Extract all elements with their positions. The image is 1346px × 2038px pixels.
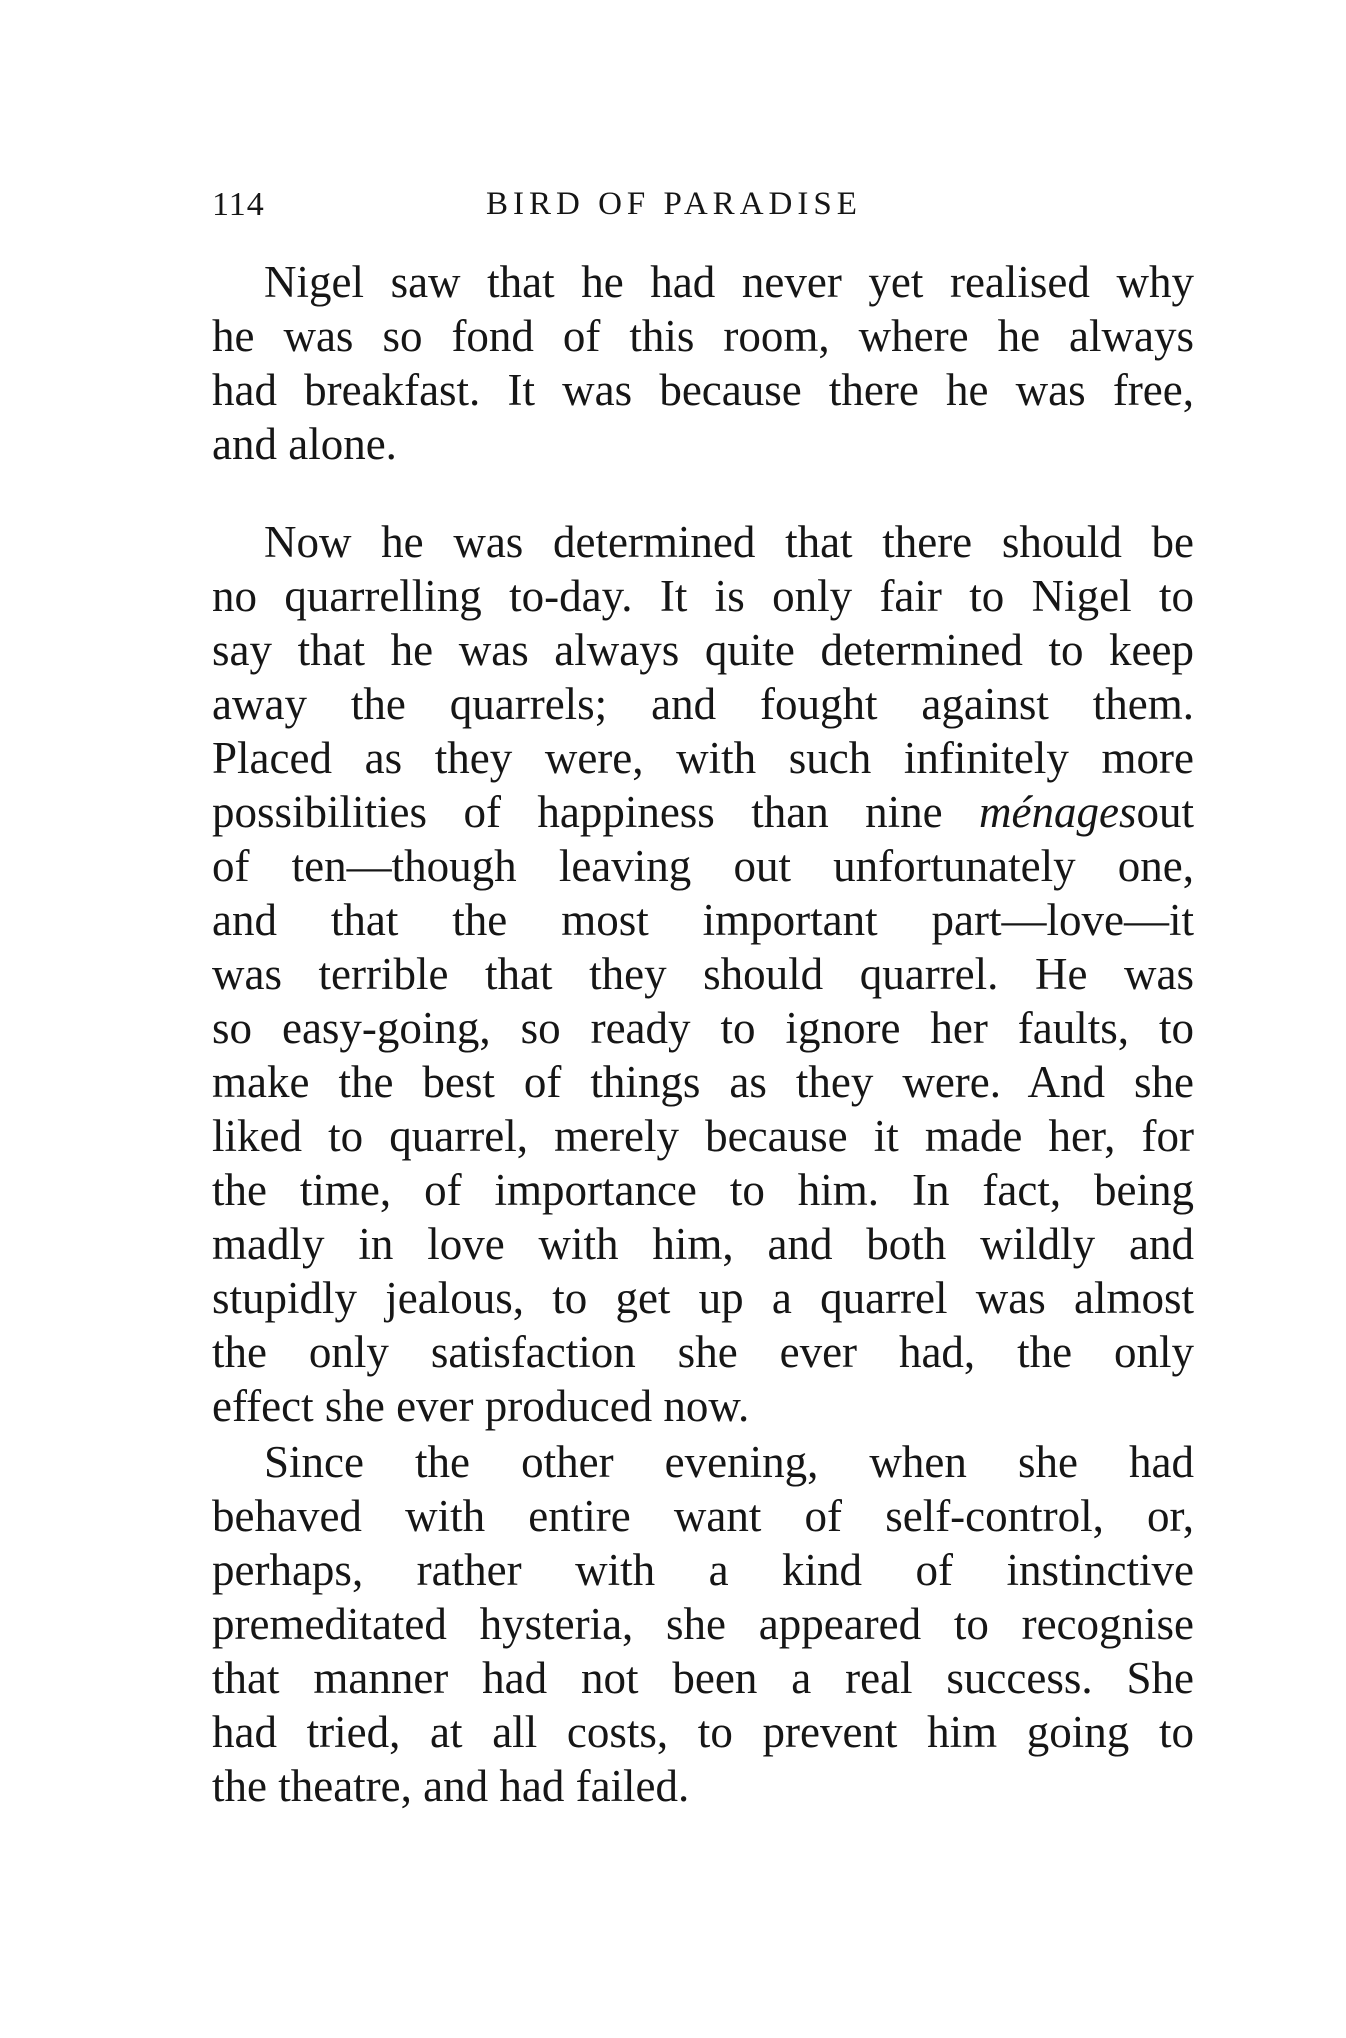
text-line: Placed as they were, with such infinitely more bbox=[212, 733, 1194, 783]
text-line: had tried, at all costs, to prevent him going to bbox=[212, 1707, 1194, 1757]
running-head: BIRD OF PARADISE bbox=[486, 186, 862, 222]
paragraph-1 bbox=[212, 255, 1194, 471]
text-line: had breakfast. It was because there he was free, bbox=[212, 365, 1194, 415]
text-line: Nigel saw that he had never yet realised why bbox=[264, 257, 1194, 307]
text-line: perhaps, rather with a kind of instinctive bbox=[212, 1545, 1194, 1595]
text-line: Now he was determined that there should be bbox=[264, 517, 1194, 567]
text-line: say that he was always quite determined to keep bbox=[212, 625, 1194, 675]
text-segment: out bbox=[1136, 787, 1195, 837]
text-line: that manner had not been a real success. She bbox=[212, 1653, 1194, 1703]
text-line: liked to quarrel, merely because it made her, for bbox=[212, 1111, 1194, 1161]
text-line: no quarrelling to-day. It is only fair to Nigel to bbox=[212, 571, 1194, 621]
text-line: stupidly jealous, to get up a quarrel was almost bbox=[212, 1273, 1194, 1323]
text-line: and alone. bbox=[212, 419, 397, 469]
text-line: make the best of things as they were. And she bbox=[212, 1057, 1194, 1107]
text-line: he was so fond of this room, where he always bbox=[212, 311, 1194, 361]
text-line: the only satisfaction she ever had, the only bbox=[212, 1327, 1194, 1377]
text-line: away the quarrels; and fought against them. bbox=[212, 679, 1194, 729]
text-line: madly in love with him, and both wildly and bbox=[212, 1219, 1194, 1269]
text-line: and that the most important part—love—it bbox=[212, 895, 1194, 945]
text-line: was terrible that they should quarrel. He was bbox=[212, 949, 1194, 999]
text-line: behaved with entire want of self-control, or, bbox=[212, 1491, 1194, 1541]
text-line: effect she ever produced now. bbox=[212, 1381, 750, 1431]
text-segment: possibilities of happiness than nine bbox=[212, 787, 943, 837]
text-line-with-italic bbox=[212, 785, 1194, 839]
page-header bbox=[212, 186, 1192, 236]
text-line: Since the other evening, when she had bbox=[264, 1437, 1194, 1487]
text-line: the theatre, and had failed. bbox=[212, 1761, 690, 1811]
text-line: the time, of importance to him. In fact, being bbox=[212, 1165, 1194, 1215]
text-line: premeditated hysteria, she appeared to recognise bbox=[212, 1599, 1194, 1649]
text-line: so easy-going, so ready to ignore her faults, to bbox=[212, 1003, 1194, 1053]
paragraph-2 bbox=[212, 515, 1194, 1433]
paragraph-3 bbox=[212, 1435, 1194, 1813]
page-number: 114 bbox=[212, 186, 265, 223]
italic-word: ménages bbox=[979, 787, 1137, 837]
text-line: of ten—though leaving out unfortunately one, bbox=[212, 841, 1194, 891]
